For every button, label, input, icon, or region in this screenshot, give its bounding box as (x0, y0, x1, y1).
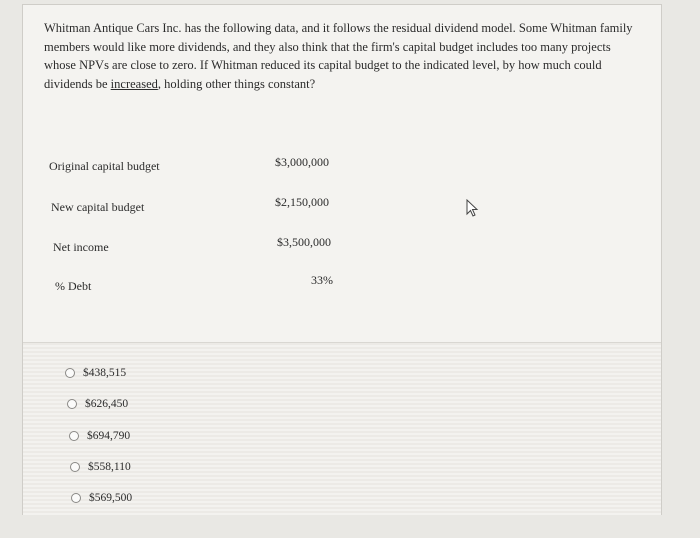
radio-button-icon[interactable] (65, 368, 75, 378)
data-value-new-capital-budget: $2,150,000 (275, 195, 329, 209)
data-label-original-capital-budget: Original capital budget (49, 159, 160, 173)
data-label-new-capital-budget: New capital budget (51, 200, 145, 214)
choice-label: $694,790 (87, 430, 131, 442)
radio-button-icon[interactable] (67, 399, 77, 409)
choice-label: $626,450 (85, 398, 129, 410)
question-text (44, 19, 644, 93)
choice-label: $558,110 (88, 461, 131, 473)
choice-option-4[interactable] (70, 461, 131, 473)
answer-choices (23, 342, 661, 515)
data-value-original-capital-budget: $3,000,000 (275, 155, 329, 169)
data-value-net-income: $3,500,000 (277, 235, 331, 249)
data-label-percent-debt: % Debt (55, 279, 92, 293)
choice-option-2[interactable] (67, 398, 128, 410)
question-card (22, 4, 662, 515)
question-text-part2: , holding other things constant? (157, 76, 316, 91)
radio-button-icon[interactable] (70, 462, 80, 472)
radio-button-icon[interactable] (71, 493, 81, 503)
choice-option-3[interactable] (69, 430, 130, 442)
question-text-part1: Whitman Antique Cars Inc. has the following data, and it follows the residual dividend model. Some Whitman family members would like more dividends, and they also think that the firm's capital budget includes too many projects whose NPVs are close to zero. If Whitman reduced its capital budget to the indicated level, by how much could dividends be (44, 21, 633, 91)
choice-label: $569,500 (89, 492, 133, 504)
data-label-net-income: Net income (53, 240, 109, 254)
mouse-cursor-icon (465, 199, 481, 219)
choice-option-1[interactable] (65, 367, 126, 379)
data-value-percent-debt: 33% (311, 273, 333, 287)
question-text-underlined: increased (110, 76, 158, 91)
radio-button-icon[interactable] (69, 431, 79, 441)
choice-label: $438,515 (83, 367, 127, 379)
choice-option-5[interactable] (71, 492, 132, 504)
